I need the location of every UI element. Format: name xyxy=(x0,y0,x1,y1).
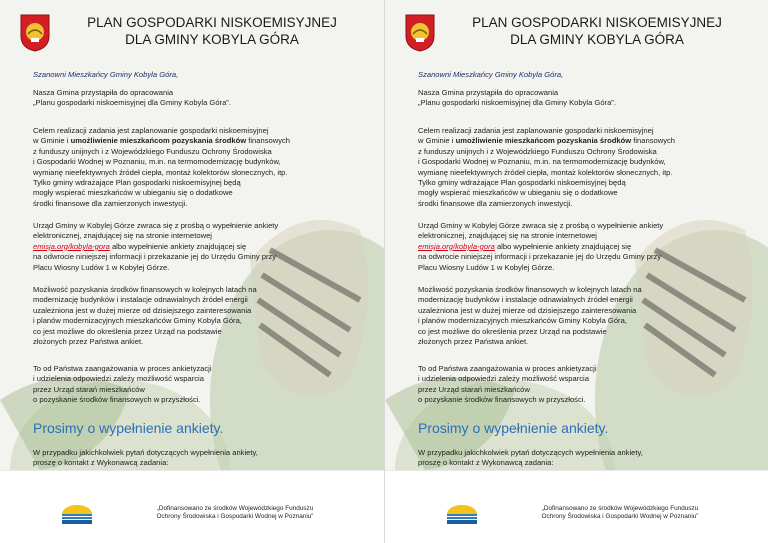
funding-note: „Dofinansowano ze środków Wojewódzkiego Funduszu Ochrony Środowiska i Gospodarki Wodnej w Poznaniu” xyxy=(156,505,314,521)
municipality-crest-icon xyxy=(405,14,435,52)
contact-paragraph: W przypadku jakichkolwiek pytań dotyczących wypełnienia ankiety, proszę o kontakt z Wykonawcą zadania: xyxy=(418,448,643,468)
title-line-1: PLAN GOSPODARKI NISKOEMISYJNEJ xyxy=(87,15,337,30)
funding-note: „Dofinansowano ze środków Wojewódzkiego Funduszu Ochrony Środowiska i Gospodarki Wodnej w Poznaniu” xyxy=(541,505,699,521)
title-line-1: PLAN GOSPODARKI NISKOEMISYJNEJ xyxy=(472,15,722,30)
title-line-2: DLA GMINY KOBYLA GÓRA xyxy=(125,32,299,47)
survey-link[interactable]: emisja.org/kobyla-gora xyxy=(418,241,495,251)
survey-request-paragraph: Urząd Gminy w Kobylej Górze zwraca się z prośbą o wypełnienie ankiety elektronicznej, znajdującej się na stronie internetowej emisja.org/kobyla-gora albo wypełnienie ankiety znajdującej się na odwrocie niniejszej informacji i przekazanie jej do Urzędu Gminy przy Placu Wiosny Ludów 1 w Kobylej Górze. xyxy=(418,221,664,272)
page-title xyxy=(62,14,362,48)
intro-paragraph: Nasza Gmina przystąpiła do opracowania „Planu gospodarki niskoemisyjnej dla Gminy Kobyla Góra”. xyxy=(418,88,616,108)
greeting: Szanowni Mieszkańcy Gminy Kobyla Góra, xyxy=(418,70,564,79)
wfosigw-logo-icon xyxy=(443,503,481,525)
municipality-crest-icon xyxy=(20,14,50,52)
goal-paragraph: Celem realizacji zadania jest zaplanowanie gospodarki niskoemisyjnej w Gminie i umożliwienie mieszkańcom pozyskania środków finansowych z funduszy unijnych i z Wojewódzkiego Funduszu Ochrony Środowiska i Gospodarki Wodnej w Poznaniu, m.in. na termomodernizację budynków, wymianę nieefektywnych źródeł ciepła, montaż kolektorów słonecznych, itp. Tylko gminy wdrażające Plan gospodarki niskoemisyjnej będą mogły wspierać mieszkańców w ubieganiu się o dodatkowe środki finansowe dla zamierzonych inwestycji. xyxy=(418,126,676,208)
engagement-paragraph: To od Państwa zaangażowania w proces ankietyzacji i udzielenia odpowiedzi zależy możliwość wsparcia przez Urząd starań mieszkańców o pozyskanie środków finansowych w przyszłości. xyxy=(418,364,597,405)
title-line-2: DLA GMINY KOBYLA GÓRA xyxy=(510,32,684,47)
funding-footer xyxy=(385,470,768,543)
intro-paragraph: Nasza Gmina przystąpiła do opracowania „Planu gospodarki niskoemisyjnej dla Gminy Kobyla Góra”. xyxy=(33,88,231,108)
funding-paragraph: Możliwość pozyskania środków finansowych w kolejnych latach na modernizację budynków i instalacje odnawialnych źródeł energii uzależniona jest w dużej mierze od dzisiejszego zainteresowania i planów modernizacyjnych mieszkańców Gminy Kobyla Góra, co jest możliwe do określenia przez Urząd na podstawie złożonych przez Państwa ankiet. xyxy=(33,285,257,347)
wfosigw-logo-icon xyxy=(58,503,96,525)
goal-paragraph: Celem realizacji zadania jest zaplanowanie gospodarki niskoemisyjnej w Gminie i umożliwienie mieszkańcom pozyskania środków finansowych z funduszy unijnych i z Wojewódzkiego Funduszu Ochrony Środowiska i Gospodarki Wodnej w Poznaniu, m.in. na termomodernizację budynków, wymianę nieefektywnych źródeł ciepła, montaż kolektorów słonecznych, itp. Tylko gminy wdrażające Plan gospodarki niskoemisyjnej będą mogły wspierać mieszkańców w ubieganiu się o dodatkowe środki finansowe dla zamierzonych inwestycji. xyxy=(33,126,291,208)
survey-link[interactable]: emisja.org/kobyla-gora xyxy=(33,241,110,251)
call-to-action-headline: Prosimy o wypełnienie ankiety. xyxy=(418,420,609,436)
leaflet-page-right xyxy=(384,0,768,543)
funding-paragraph: Możliwość pozyskania środków finansowych w kolejnych latach na modernizację budynków i instalacje odnawialnych źródeł energii uzależniona jest w dużej mierze od dzisiejszego zainteresowania i planów modernizacyjnych mieszkańców Gminy Kobyla Góra, co jest możliwe do określenia przez Urząd na podstawie złożonych przez Państwa ankiet. xyxy=(418,285,642,347)
engagement-paragraph: To od Państwa zaangażowania w proces ankietyzacji i udzielenia odpowiedzi zależy możliwość wsparcia przez Urząd starań mieszkańców o pozyskanie środków finansowych w przyszłości. xyxy=(33,364,212,405)
call-to-action-headline: Prosimy o wypełnienie ankiety. xyxy=(33,420,224,436)
greeting: Szanowni Mieszkańcy Gminy Kobyla Góra, xyxy=(33,70,179,79)
survey-request-paragraph: Urząd Gminy w Kobylej Górze zwraca się z prośbą o wypełnienie ankiety elektronicznej, znajdującej się na stronie internetowej emisja.org/kobyla-gora albo wypełnienie ankiety znajdującej się na odwrocie niniejszej informacji i przekazanie jej do Urzędu Gminy przy Placu Wiosny Ludów 1 w Kobylej Górze. xyxy=(33,221,279,272)
funding-footer xyxy=(0,470,384,543)
contact-paragraph: W przypadku jakichkolwiek pytań dotyczących wypełnienia ankiety, proszę o kontakt z Wykonawcą zadania: xyxy=(33,448,258,468)
page-title xyxy=(447,14,747,48)
